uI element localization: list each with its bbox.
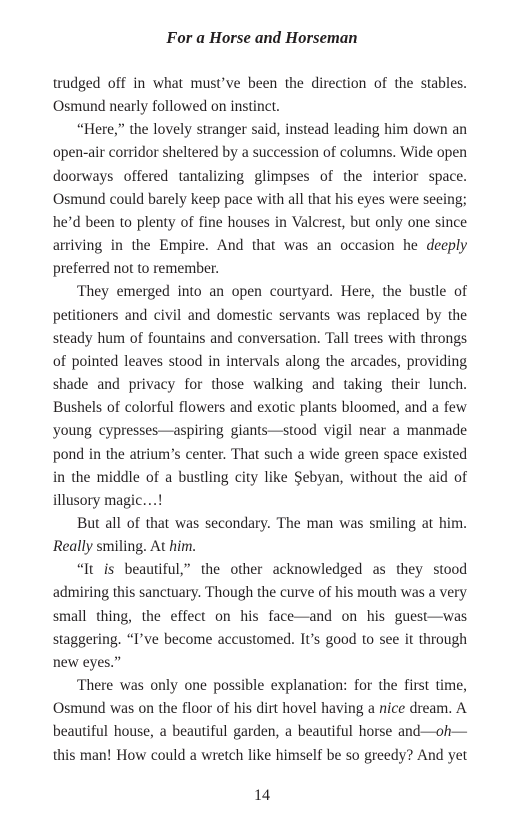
italic-text: him. [169, 538, 197, 556]
paragraph [53, 118, 467, 280]
body-text [53, 72, 467, 767]
text-run: They emerged into an open courtyard. Here, the bustle of petitioners and civil and domestic servants was replaced by the steady hum of fountains and conversation. Tall trees with throngs of pointed leaves stood in intervals along the arcades, providing shade and privacy for those walking and taking their lunch. Bushels of colorful flowers and exotic plants bloomed, and a few young cypresses—aspiring giants—stood vigil near a manmade pond in the atrium’s center. That such a wide green space existed in the middle of a bustling city like Şebyan, without the aid of illusory magic…! [53, 283, 467, 509]
text-run: But all of that was secondary. The man was smiling at him. [77, 514, 467, 532]
paragraph [53, 280, 467, 512]
running-head: For a Horse and Horseman [166, 28, 358, 47]
paragraph [53, 558, 467, 674]
text-run: beautiful,” the other acknowledged as they stood admiring this sanctuary. Though the curve of his mouth was a very small thing, the effect on his face—and on his guest—was staggering. “I’ve become accustomed. It’s good to see it through new eyes.” [53, 561, 467, 671]
paragraph [53, 674, 467, 767]
italic-text: deeply [426, 237, 467, 255]
paragraph [53, 512, 467, 558]
text-run: dream. A beautiful house, a beautiful garden, a beautiful horse and— [53, 700, 467, 741]
italic-text: nice [379, 700, 406, 718]
paragraph [53, 72, 467, 118]
text-run: — this man! How could a wretch like himself be so greedy? And yet [53, 723, 467, 764]
italic-text: oh [436, 723, 452, 741]
page-number: 14 [254, 787, 270, 804]
italic-text: Really [53, 538, 93, 556]
text-run: trudged off in what must’ve been the direction of the stables. Osmund nearly followed on instinct. [53, 75, 467, 116]
text-run: smiling. At [92, 538, 170, 556]
text-run: preferred not to remember. [53, 260, 220, 278]
italic-text: is [103, 561, 115, 579]
text-run: There was only one possible explanation: for the first time, Osmund was on the floor of his dirt hovel having a [53, 677, 467, 718]
text-run: “It [77, 561, 104, 579]
text-run: “Here,” the lovely stranger said, instead leading him down an open-air corridor sheltered by a succession of columns. Wide open doorways offered tantalizing glimpses of the interior space. Osmund could barely keep pace with all that his eyes were seeing; he’d been to plenty of fine houses in Valcrest, but only one since arriving in the Empire. And that was an occasion he [53, 121, 467, 255]
